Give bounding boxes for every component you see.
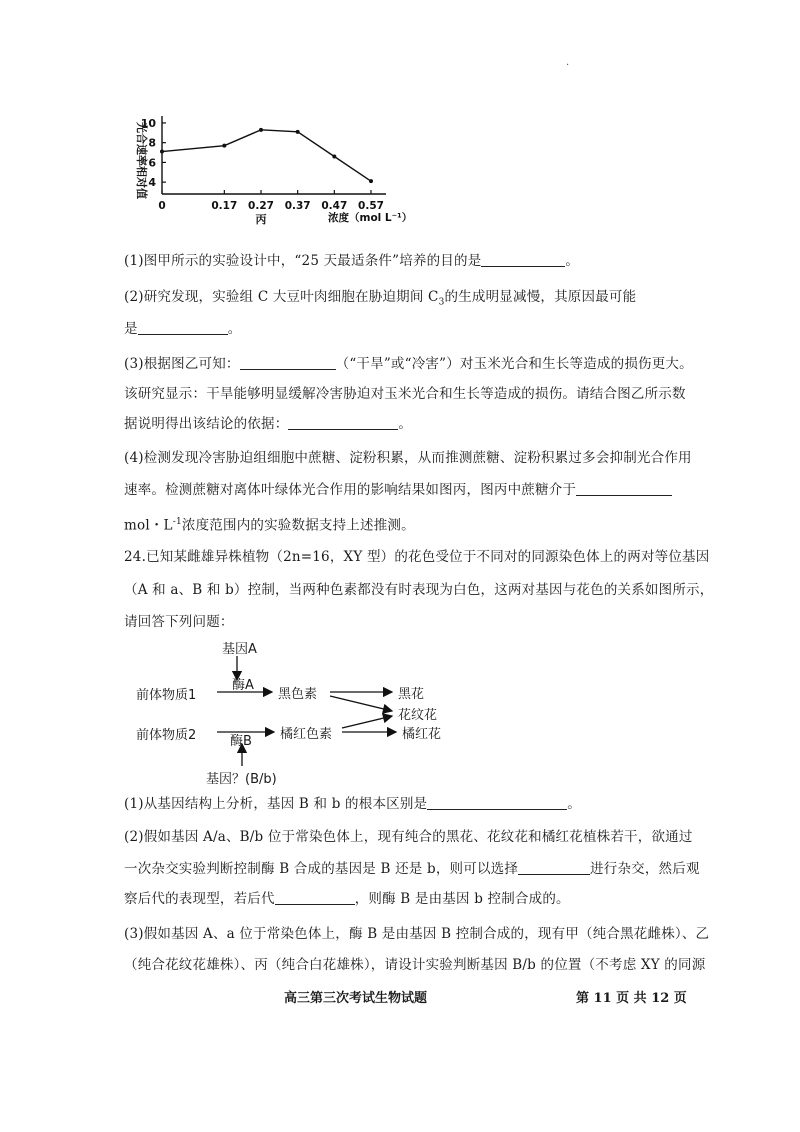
answer-blank-q24-2a[interactable] — [518, 860, 590, 875]
q23-part1: (1)图甲所示的实验设计中，“25 天最适条件”培养的目的是 。 — [124, 253, 580, 269]
label-pigment-black: 黑色素 — [278, 687, 318, 702]
q24-part1: (1)从基因结构上分析，基因 B 和 b 的根本区别是 。 — [124, 796, 581, 812]
data-point — [332, 154, 336, 158]
x-tick-label: 0 — [158, 200, 166, 212]
answer-blank-q23-4[interactable] — [576, 481, 672, 496]
x-tick-label: 0.17 — [211, 200, 238, 212]
x-tick-label: 0.57 — [358, 200, 384, 212]
y-tick-label: 8 — [148, 136, 156, 150]
gene-pathway-diagram — [130, 636, 470, 786]
data-point — [296, 130, 300, 134]
q24-part3-line1: (3)假如基因 A、a 位于常染色体上，酶 B 是由基因 B 控制合成的，现有甲（纯合黑花雌株）、乙 — [124, 926, 710, 942]
q23-part4-line2: 速率。检测蔗糖对离体叶绿体光合作用的影响结果如图丙，图丙中蔗糖介于 — [124, 480, 672, 500]
x-tick-label: 0.37 — [284, 200, 311, 212]
y-axis-label: 光合速率相对值 — [135, 122, 148, 199]
chart-bing — [120, 110, 413, 235]
y-tick-label: 4 — [148, 176, 156, 190]
answer-blank-q23-3b[interactable] — [288, 415, 398, 430]
data-point — [222, 144, 226, 148]
q23-part2-line1: (2)研究发现，实验组 C 大豆叶肉细胞在胁迫期间 $C_3$的生成明显减慢，其原因最可能 — [124, 289, 637, 308]
answer-blank-q23-1[interactable] — [481, 252, 565, 267]
label-flower-orange: 橘红花 — [402, 727, 442, 742]
data-point — [369, 179, 373, 183]
panel-label: 丙 — [255, 213, 267, 226]
q24-part2-line1: (2)假如基因 A/a、B/b 位于常染色体上，现有纯合的黑花、花纹花和橘红花植株若干，欲通过 — [124, 829, 693, 845]
q24-part2-line3: 察后代的表现型，若后代 ，则酶 B 是由基因 b 控制合成的。 — [124, 891, 570, 907]
answer-blank-q24-1[interactable] — [427, 795, 567, 810]
arrow-orange-to-pattern — [342, 716, 392, 728]
x-tick-label: 0.27 — [248, 200, 274, 212]
q24-part2-line2: 一次杂交实验判断控制酶 B 合成的基因是 B 还是 b，则可以选择 进行杂交，然后观 — [124, 861, 700, 877]
answer-blank-q24-2b[interactable] — [275, 890, 355, 905]
label-flower-pattern: 花纹花 — [398, 708, 438, 723]
data-point — [259, 128, 263, 132]
q24-part3-line2: （纯合花纹花雄株）、丙（纯合白花雄株），请设计实验判断基因 B/b 的位置（不考虑 XY 的同源 — [124, 957, 706, 973]
label-gene-b: 基因？(B/b) — [206, 772, 277, 787]
label-enzyme-a: 酶A — [232, 678, 254, 693]
footer-title: 高三第三次考试生物试题 — [284, 991, 428, 1006]
arrow-black-to-pattern — [330, 696, 392, 711]
x-tick-label: 0.47 — [321, 200, 348, 212]
footer-page: 第 11 页 共 12 页 — [576, 991, 687, 1006]
label-enzyme-b: 酶B — [230, 734, 252, 749]
q23-part3-line2: 该研究显示：干旱能够明显缓解冷害胁迫对玉米光合和生长等造成的损伤。请结合图乙所示数 — [124, 386, 686, 402]
data-point — [160, 150, 164, 154]
q23-part2-line2: 是 。 — [124, 321, 242, 337]
y-tick-label: 6 — [148, 156, 156, 170]
answer-blank-q23-2[interactable] — [138, 320, 228, 335]
q23-part4-line3: mol・$L^{-1}$浓度范围内的实验数据支持上述推测。 — [124, 517, 415, 534]
q24-intro-line3: 请回答下列问题： — [124, 614, 234, 630]
answer-blank-q23-3a[interactable] — [240, 355, 336, 370]
x-axis-label: 浓度（mol L⁻¹） — [328, 212, 413, 224]
q24-intro-line2: （A 和 a、B 和 b）控制，当两种色素都没有时表现为白色，这两对基因与花色的关系如图所示， — [124, 582, 714, 598]
q23-part3-line3: 据说明得出该结论的依据： 。 — [124, 416, 413, 432]
corner-mark: · — [566, 60, 570, 71]
y-tick-label: 10 — [140, 116, 156, 130]
label-flower-black: 黑花 — [398, 687, 425, 702]
data-line-sucrose — [162, 130, 371, 181]
label-gene-a: 基因A — [222, 642, 257, 657]
label-precursor2: 前体物质2 — [136, 728, 197, 743]
q23-part3-line1: (3)根据图乙可知： （“干旱”或“冷害”）对玉米光合和生长等造成的损伤更大。 — [124, 356, 693, 372]
label-precursor1: 前体物质1 — [136, 688, 197, 703]
q24-intro-line1: 24.已知某雌雄异株植物（2n=16，XY 型）的花色受位于不同对的同源染色体上的两对等位基因 — [124, 549, 710, 565]
label-pigment-orange: 橘红色素 — [280, 727, 333, 742]
q23-part4-line1: (4)检测发现冷害胁迫组细胞中蔗糖、淀粉积累，从而推测蔗糖、淀粉积累过多会抑制光合作用 — [124, 450, 692, 466]
